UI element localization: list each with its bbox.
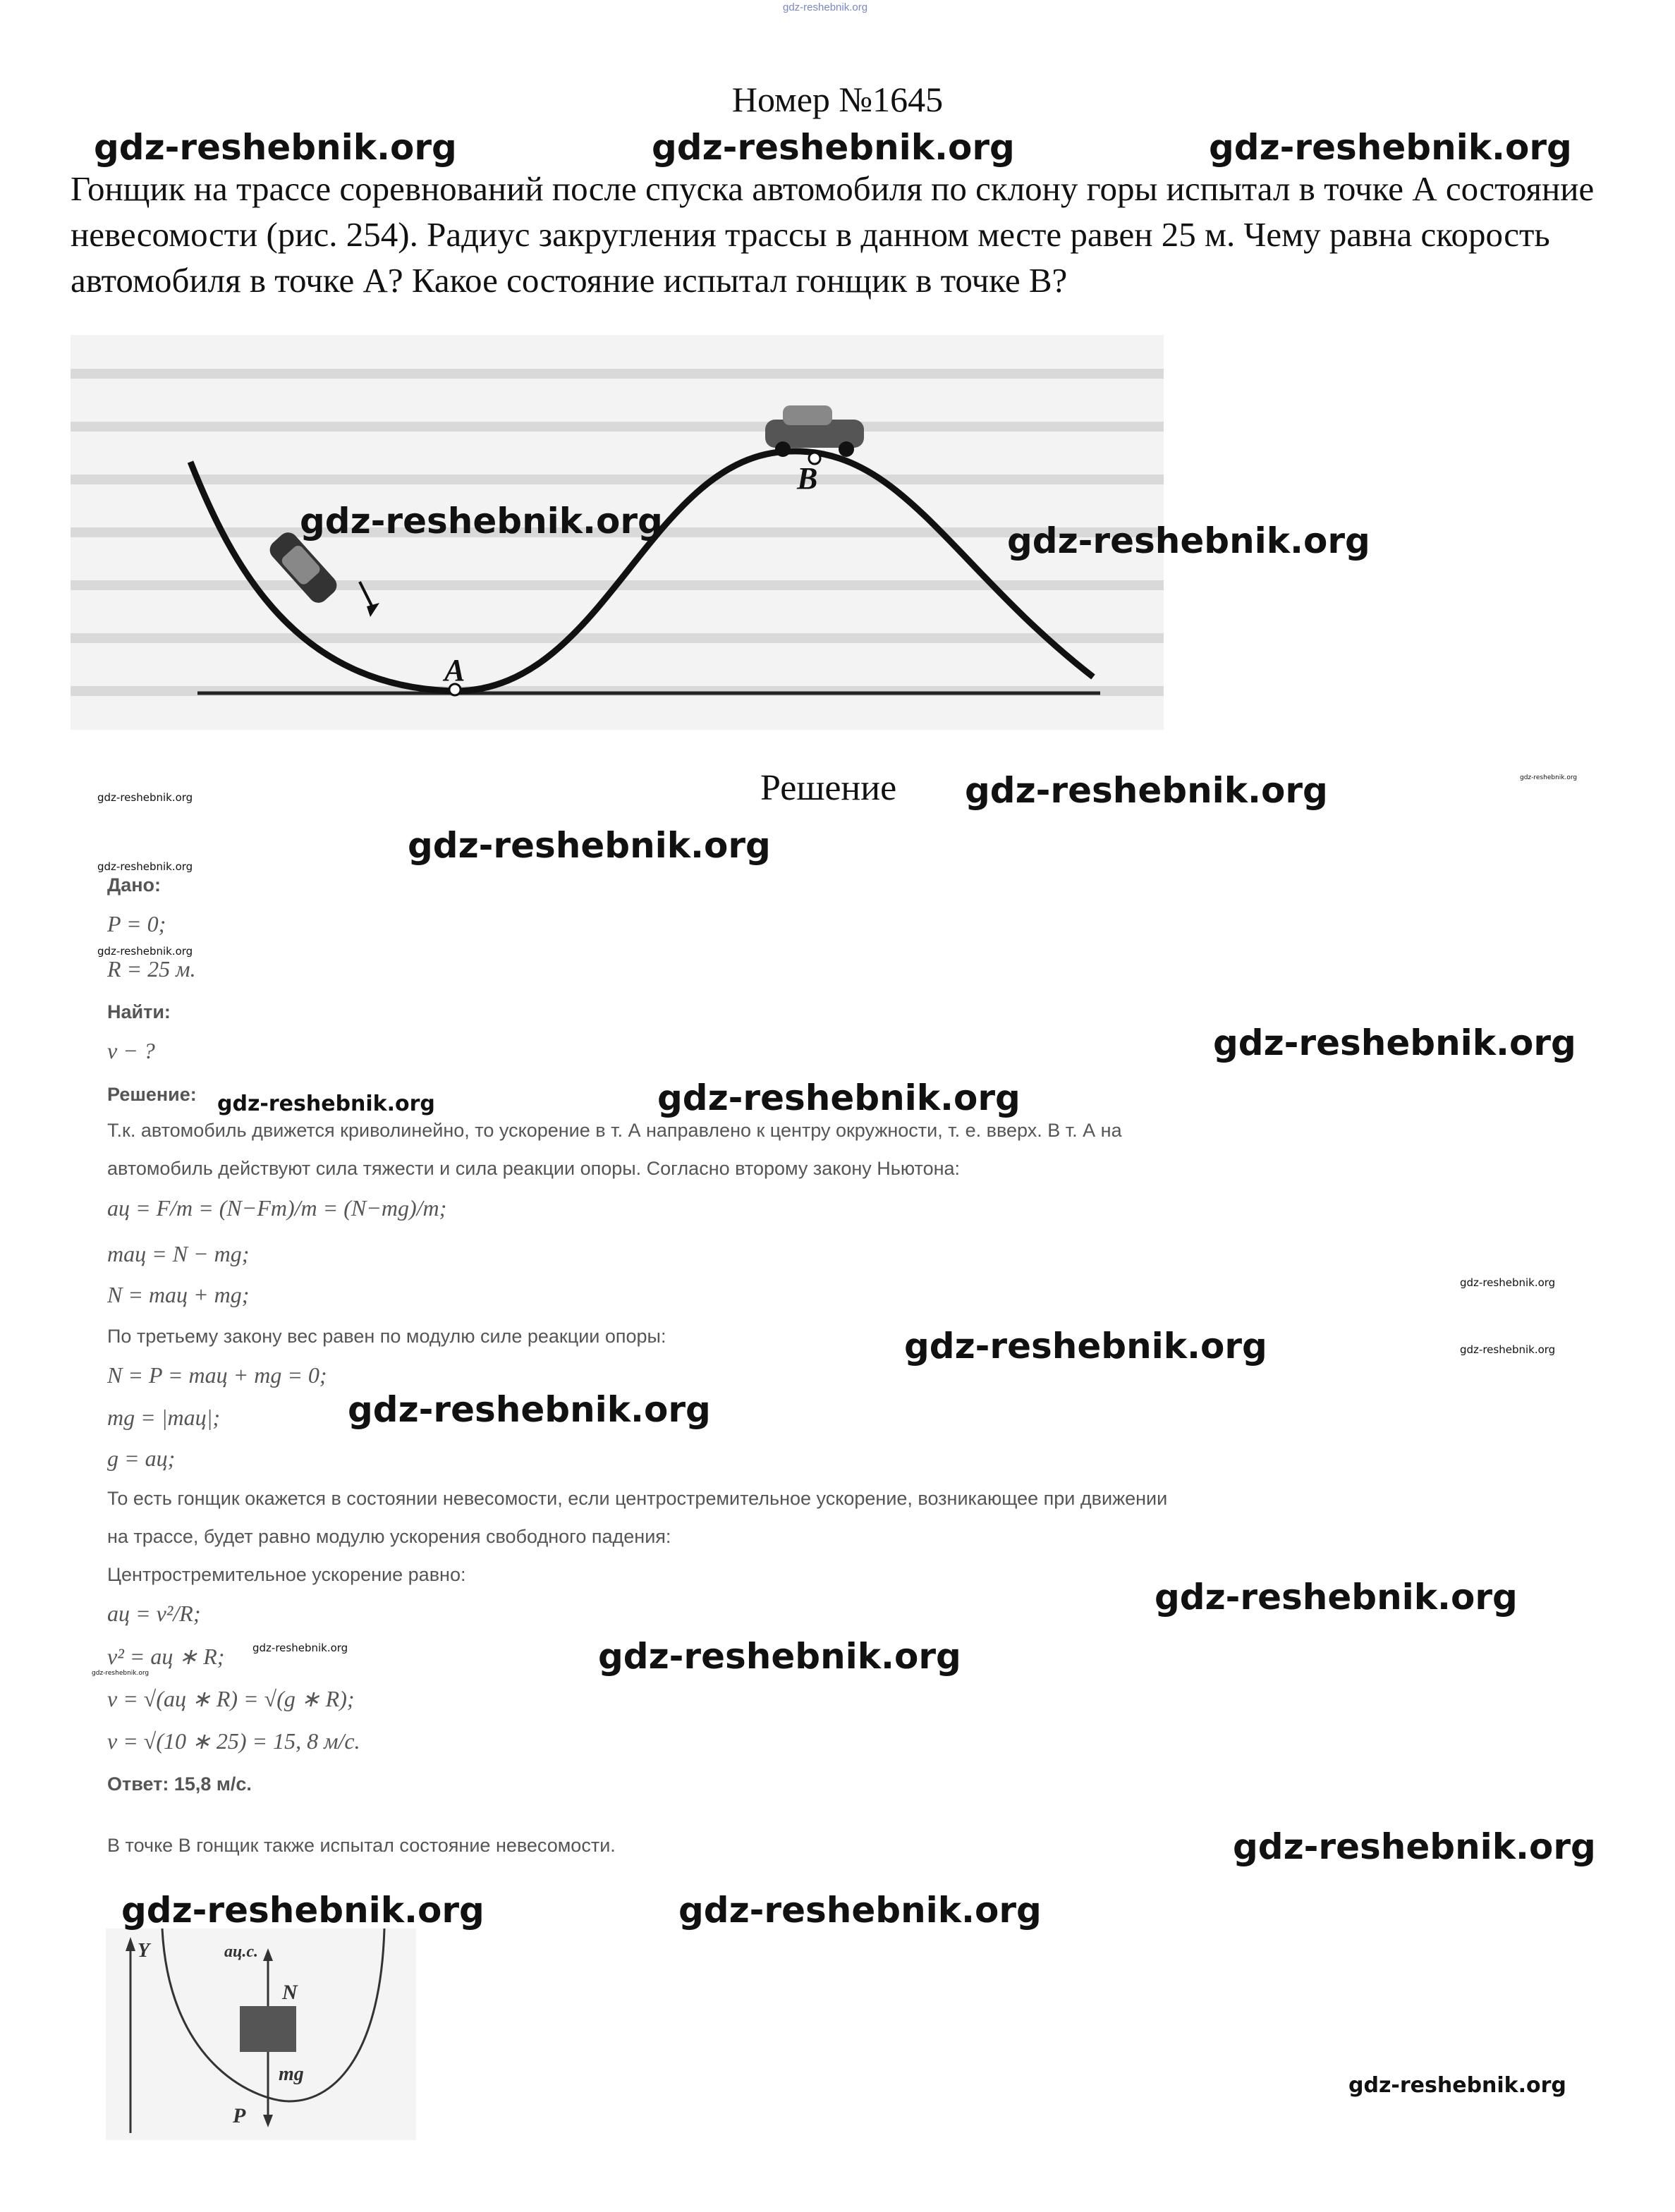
solution-line-4: То есть гонщик окажется в состоянии невесомости, если центростремительное ускорение, возникающее при движении: [107, 1488, 1168, 1509]
solution-line-3: По третьему закону вес равен по модулю силе реакции опоры:: [107, 1326, 666, 1347]
equation-6: g = aц;: [107, 1446, 176, 1471]
solution-subheading: Решение:: [107, 1084, 197, 1105]
watermark: gdz-reshebnik.org: [1520, 774, 1578, 781]
fig2-p-label: P: [233, 2104, 246, 2127]
watermark: gdz-reshebnik.org: [1348, 2073, 1566, 2098]
equation-1: aц = F/m = (N−Fт)/m = (N−mg)/m;: [107, 1195, 447, 1221]
watermark: gdz-reshebnik.org: [97, 945, 193, 958]
watermark: gdz-reshebnik.org: [94, 127, 457, 168]
watermark: gdz-reshebnik.org: [965, 770, 1328, 811]
solution-heading: Решение: [760, 768, 897, 808]
watermark: gdz-reshebnik.org: [1213, 1022, 1576, 1063]
watermark: gdz-reshebnik.org: [1460, 1276, 1556, 1289]
equation-5: mg = |maц|;: [107, 1405, 221, 1430]
given-r: R = 25 м.: [107, 956, 196, 982]
header-watermark: gdz-reshebnik.org: [783, 1, 868, 13]
problem-text: Гонщик на трассе соревнований после спуска автомобиля по склону горы испытал в точке А состояние невесомости (рис. 254). Радиус закругления трассы в данном месте равен 25 м. Чему равна скорость автомобиля в точке А? Какое состояние испытал гонщик в точке В?: [71, 169, 1595, 300]
watermark: gdz-reshebnik.org: [97, 860, 193, 873]
watermark: gdz-reshebnik.org: [904, 1326, 1267, 1367]
equation-7: aц = v²/R;: [107, 1601, 201, 1626]
equation-9: v = √(aц ∗ R) = √(g ∗ R);: [107, 1686, 355, 1711]
watermark: gdz-reshebnik.org: [1460, 1343, 1556, 1356]
find-v: v − ?: [107, 1038, 155, 1063]
solution-line-6: Центростремительное ускорение равно:: [107, 1564, 466, 1585]
page-title: Номер №1645: [731, 80, 944, 119]
watermark: gdz-reshebnik.org: [300, 501, 663, 542]
fig2-y-label: Y: [138, 1940, 150, 1962]
watermark: gdz-reshebnik.org: [217, 1092, 435, 1116]
watermark: gdz-reshebnik.org: [121, 1890, 485, 1931]
fig2-a-label: aц.с.: [224, 1943, 258, 1961]
find-heading: Найти:: [107, 1001, 171, 1022]
watermark: gdz-reshebnik.org: [678, 1890, 1042, 1931]
watermark: gdz-reshebnik.org: [1007, 520, 1370, 561]
equation-10: v = √(10 ∗ 25) = 15, 8 м/с.: [107, 1728, 360, 1754]
fig2-n-label: N: [282, 1981, 298, 2004]
equation-8: v² = aц ∗ R;: [107, 1644, 225, 1669]
watermark: gdz-reshebnik.org: [598, 1636, 961, 1677]
watermark: gdz-reshebnik.org: [348, 1389, 711, 1430]
watermark: gdz-reshebnik.org: [1209, 127, 1572, 168]
forces-figure: [106, 1929, 416, 2140]
solution-line-1: Т.к. автомобиль движется криволинейно, то ускорение в т. А направлено к центру окружности, т. е. вверх. В т. А на: [107, 1120, 1122, 1141]
solution-line-7: В точке B гонщик также испытал состояние невесомости.: [107, 1835, 616, 1856]
given-heading: Дано:: [107, 874, 162, 896]
label-b: B: [797, 461, 818, 496]
equation-2: maц = N − mg;: [107, 1241, 250, 1266]
watermark: gdz-reshebnik.org: [92, 1670, 150, 1677]
solution-line-5: на трассе, будет равно модулю ускорения свободного падения:: [107, 1526, 671, 1547]
watermark: gdz-reshebnik.org: [252, 1642, 348, 1654]
watermark: gdz-reshebnik.org: [1155, 1577, 1518, 1618]
equation-4: N = P = maц + mg = 0;: [107, 1362, 327, 1388]
watermark: gdz-reshebnik.org: [652, 127, 1015, 168]
fig2-mg-label: mg: [279, 2063, 304, 2085]
given-p: P = 0;: [107, 911, 166, 936]
watermark: gdz-reshebnik.org: [1233, 1826, 1596, 1867]
watermark: gdz-reshebnik.org: [97, 791, 193, 804]
label-a: A: [444, 653, 465, 688]
answer: Ответ: 15,8 м/с.: [107, 1773, 252, 1795]
equation-3: N = maц + mg;: [107, 1282, 250, 1307]
watermark: gdz-reshebnik.org: [657, 1077, 1021, 1118]
solution-line-2: автомобиль действуют сила тяжести и сила реакции опоры. Согласно второму закону Ньютона:: [107, 1158, 961, 1179]
watermark: gdz-reshebnik.org: [408, 825, 771, 866]
